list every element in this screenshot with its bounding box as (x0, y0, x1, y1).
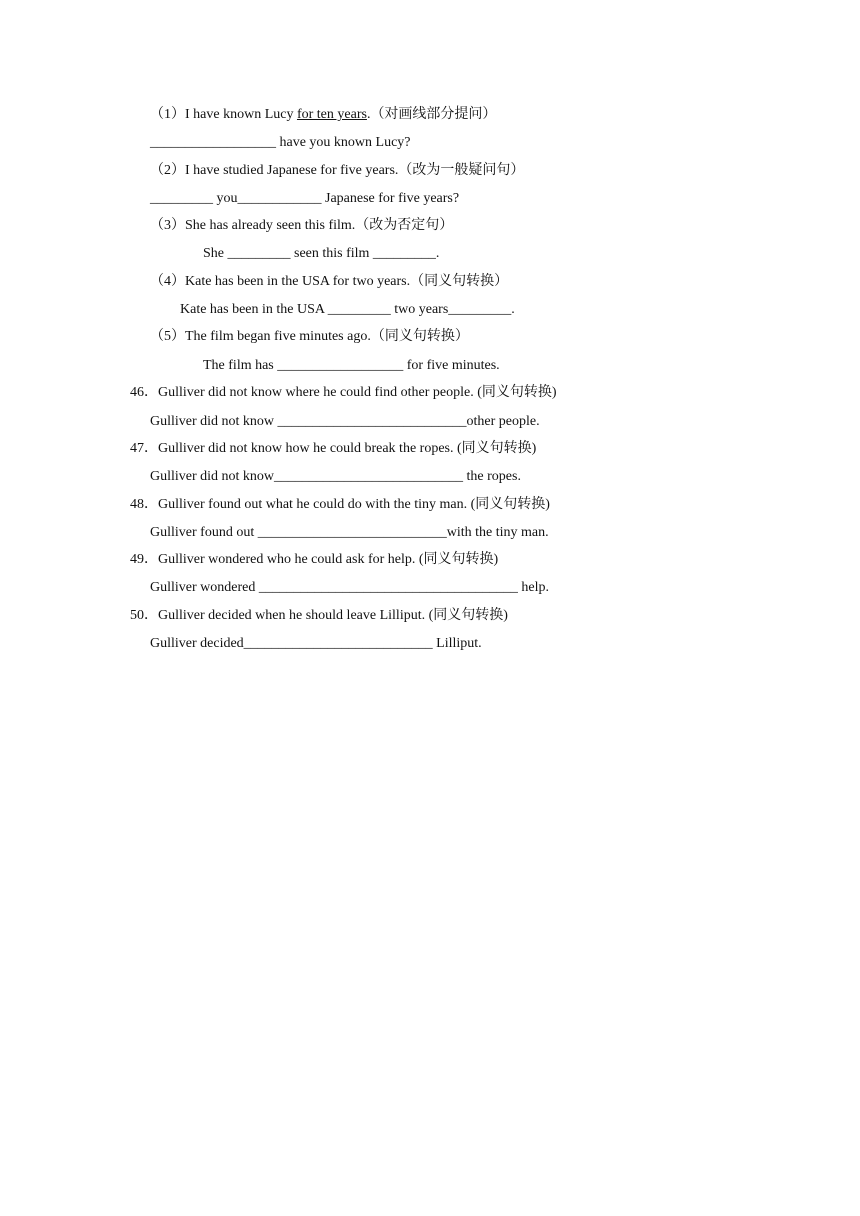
question-48-prompt: 48．Gulliver found out what he could do with the tiny man. (同义句转换) (130, 497, 550, 512)
question-4-answer-line: Kate has been in the USA _________ two years_________. (180, 302, 515, 317)
question-46-prompt: 46．Gulliver did not know where he could find other people. (同义句转换) (130, 385, 557, 400)
question-2-answer-line: _________ you____________ Japanese for five years? (150, 191, 460, 206)
question-2-prompt: （2）I have studied Japanese for five years.（改为一般疑问句） (150, 163, 525, 178)
question-3-answer-line: She _________ seen this film _________. (203, 246, 440, 261)
question-5-answer-line: The film has __________________ for five minutes. (203, 358, 500, 373)
question-47-answer-line: Gulliver did not know___________________________ the ropes. (150, 469, 521, 484)
question-50-prompt: 50．Gulliver decided when he should leave Lilliput. (同义句转换) (130, 608, 508, 623)
question-1-prompt: （1）I have known Lucy for ten years.（对画线部分提问） (150, 107, 497, 122)
question-1-answer-line: __________________ have you known Lucy? (150, 135, 411, 150)
question-5-prompt: （5）The film began five minutes ago.（同义句转换） (150, 329, 469, 344)
question-3-prompt: （3）She has already seen this film.（改为否定句） (150, 218, 454, 233)
question-46-answer-line: Gulliver did not know ___________________________other people. (150, 414, 540, 429)
underlined-phrase: for ten years (296, 107, 367, 122)
question-47-prompt: 47．Gulliver did not know how he could break the ropes. (同义句转换) (130, 441, 537, 456)
question-4-prompt: （4）Kate has been in the USA for two years.（同义句转换） (150, 274, 509, 289)
question-48-answer-line: Gulliver found out ___________________________with the tiny man. (150, 525, 549, 540)
question-49-prompt: 49．Gulliver wondered who he could ask for help. (同义句转换) (130, 552, 499, 567)
question-49-answer-line: Gulliver wondered _____________________________________ help. (150, 580, 549, 595)
question-50-answer-line: Gulliver decided___________________________ Lilliput. (150, 636, 482, 651)
